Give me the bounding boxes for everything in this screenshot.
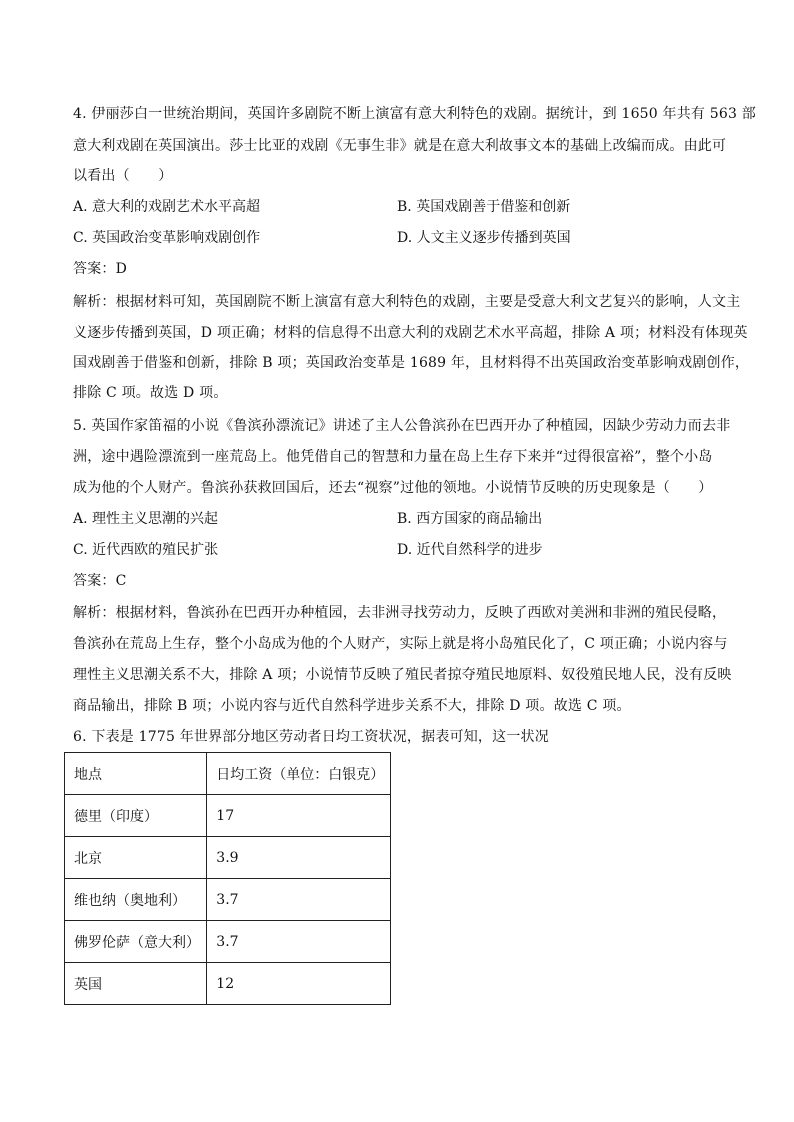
- q4-option-a: A. 意大利的戏剧艺术水平高超: [73, 199, 261, 215]
- q5-answer: 答案：C: [73, 573, 127, 589]
- table-cell-location: 德里（印度）: [65, 795, 207, 837]
- q5-option-a: A. 理性主义思潮的兴起: [73, 511, 219, 527]
- q5-analysis-line-4: 商品输出，排除 B 项；小说内容与近代自然科学进步关系不大，排除 D 项。故选 C 项。: [73, 698, 631, 714]
- q4-stem-line-3: 以看出（ ）: [73, 168, 173, 184]
- q4-analysis-line-2: 义逐步传播到英国，D 项正确；材料的信息得不出意大利的戏剧艺术水平高超，排除 A 项；材料没有体现英: [73, 325, 748, 341]
- q5-analysis-line-1: 解析：根据材料，鲁滨孙在巴西开办种植园，去非洲寻找劳动力，反映了西欧对美洲和非洲的殖民侵略，: [73, 605, 727, 621]
- q5-stem-line-2: 洲，途中遇险漂流到一座荒岛上。他凭借自己的智慧和力量在岛上生存下来并“过得很富裕”，整个小岛: [73, 449, 713, 465]
- q4-option-b: B. 英国戏剧善于借鉴和创新: [397, 199, 571, 215]
- q4-analysis-line-1: 解析：根据材料可知，英国剧院不断上演富有意大利特色的戏剧，主要是受意大利文艺复兴的影响，人文主: [73, 294, 741, 310]
- table-row: [65, 921, 391, 963]
- table-row: [65, 795, 391, 837]
- table-header-location: 地点: [65, 753, 207, 795]
- q4-analysis-line-3: 国戏剧善于借鉴和创新，排除 B 项；英国政治变革是 1689 年，且材料得不出英国政治变革影响戏剧创作，: [73, 355, 750, 371]
- q5-analysis-line-2: 鲁滨孙在荒岛上生存，整个小岛成为他的个人财产，实际上就是将小岛殖民化了，C 项正确；小说内容与: [73, 636, 728, 652]
- q5-stem-line-3: 成为他的个人财产。鲁滨孙获救回国后，还去“视察”过他的领地。小说情节反映的历史现象是（ ）: [73, 480, 713, 496]
- q5-option-b: B. 西方国家的商品输出: [397, 511, 543, 527]
- q4-stem-line-2: 意大利戏剧在英国演出。莎士比亚的戏剧《无事生非》就是在意大利故事文本的基础上改编而成。由此可: [73, 138, 727, 154]
- q5-analysis-line-3: 理性主义思潮关系不大，排除 A 项；小说情节反映了殖民者掠夺殖民地原料、奴役殖民地人民，没有反映: [73, 667, 732, 683]
- q4-analysis-line-4: 排除 C 项。故选 D 项。: [73, 385, 228, 401]
- q4-answer: 答案：D: [73, 261, 128, 277]
- wage-table: [64, 752, 391, 1005]
- table-row: [65, 879, 391, 921]
- q4-stem-line-1: 4. 伊丽莎白一世统治期间，英国许多剧院不断上演富有意大利特色的戏剧。据统计，到 1650 年共有 563 部: [73, 106, 756, 122]
- table-cell-location: 维也纳（奥地利）: [65, 879, 207, 921]
- table-row: [65, 963, 391, 1005]
- table-cell-wage: 3.7: [207, 879, 391, 921]
- table-cell-wage: 3.9: [207, 837, 391, 879]
- table-cell-wage: 3.7: [207, 921, 391, 963]
- q5-option-c: C. 近代西欧的殖民扩张: [73, 542, 219, 558]
- table-header-row: [65, 753, 391, 795]
- table-cell-wage: 12: [207, 963, 391, 1005]
- table-header-wage: 日均工资（单位：白银克）: [207, 753, 391, 795]
- q5-stem-line-1: 5. 英国作家笛福的小说《鲁滨孙漂流记》讲述了主人公鲁滨孙在巴西开办了种植园，因缺少劳动力而去非: [73, 418, 731, 434]
- q6-stem: 6. 下表是 1775 年世界部分地区劳动者日均工资状况，据表可知，这一状况: [73, 729, 549, 745]
- q4-option-c: C. 英国政治变革影响戏剧创作: [73, 230, 261, 246]
- table-cell-location: 英国: [65, 963, 207, 1005]
- table-cell-location: 佛罗伦萨（意大利）: [65, 921, 207, 963]
- table-cell-location: 北京: [65, 837, 207, 879]
- table-row: [65, 837, 391, 879]
- q4-option-d: D. 人文主义逐步传播到英国: [397, 230, 571, 246]
- q5-option-d: D. 近代自然科学的进步: [397, 542, 543, 558]
- table-cell-wage: 17: [207, 795, 391, 837]
